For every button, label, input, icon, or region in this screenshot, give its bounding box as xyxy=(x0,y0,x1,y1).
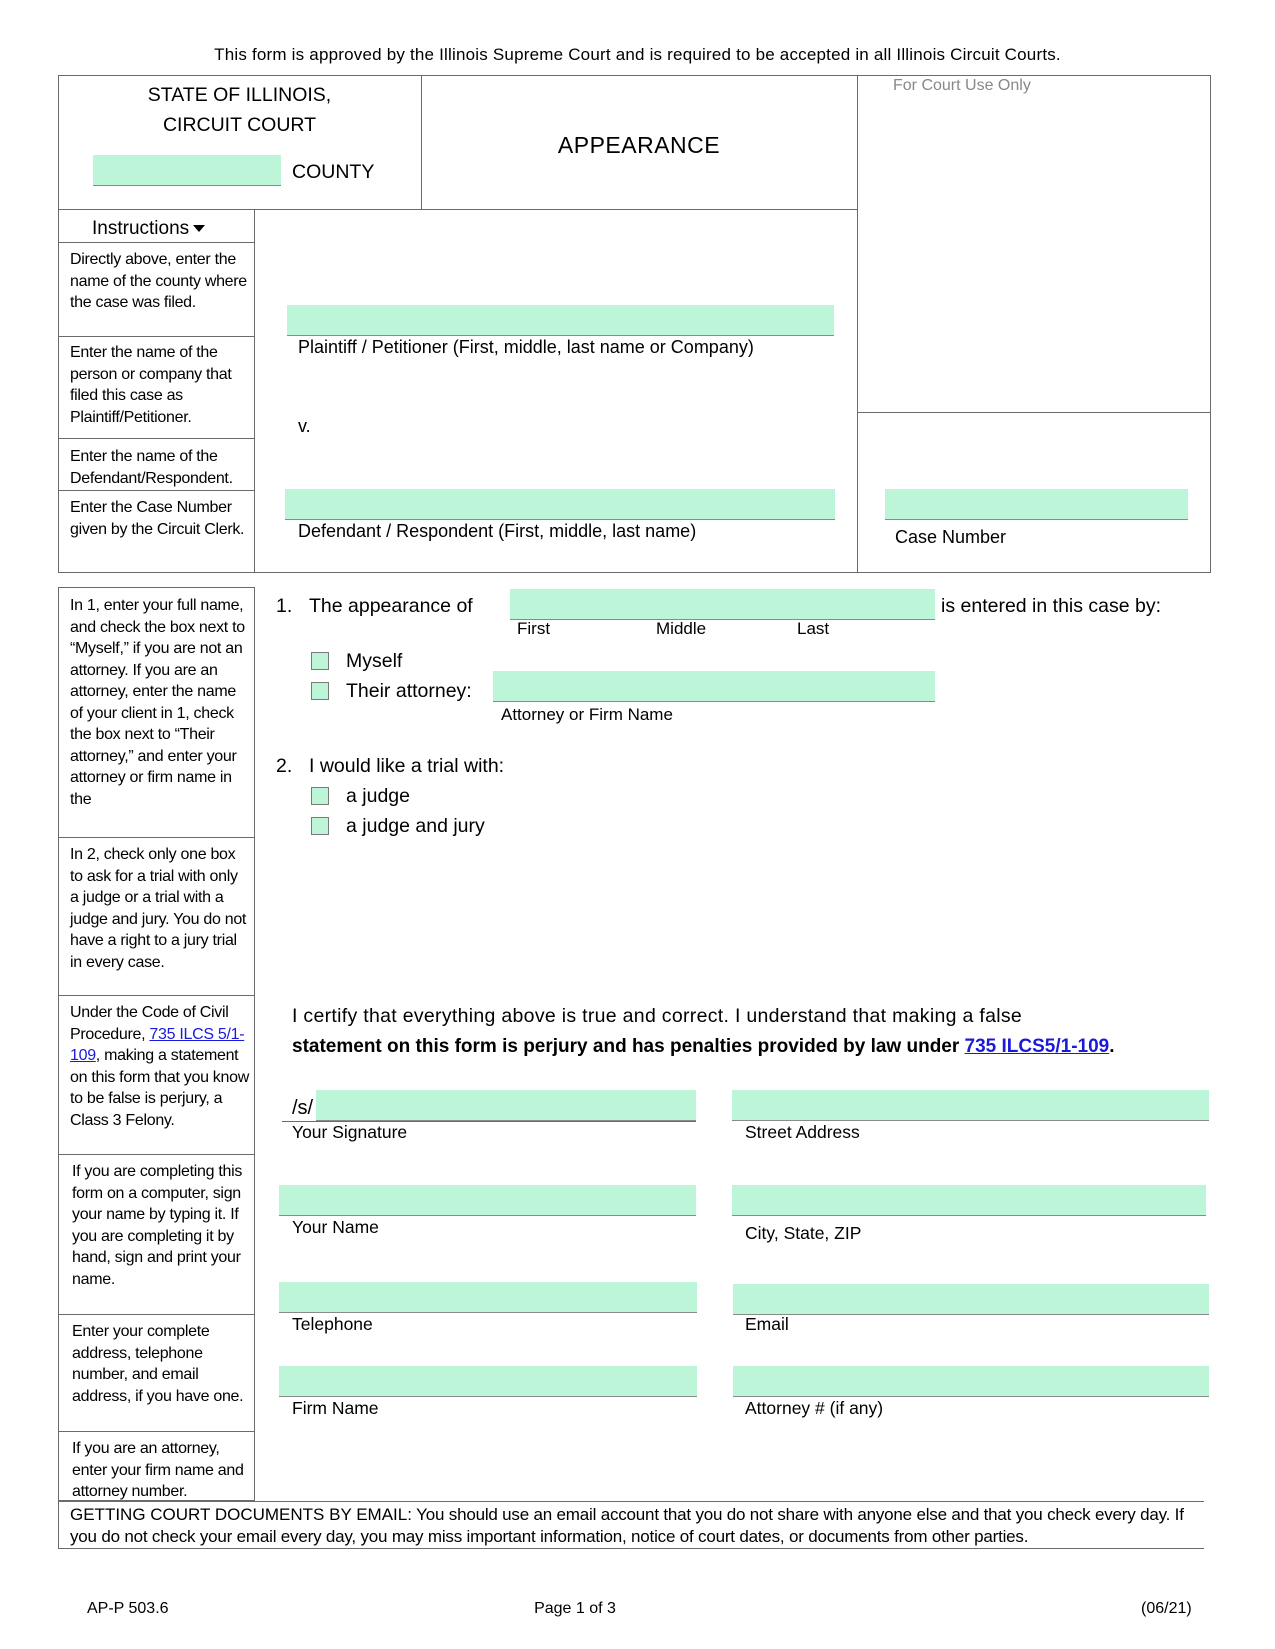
court-state: STATE OF ILLINOIS, xyxy=(147,84,332,106)
instruction-case-number: Enter the Case Number given by the Circuit Clerk. xyxy=(70,499,245,538)
instruction-plaintiff: Enter the name of the person or company that filed this case as Plaintiff/Petitioner. xyxy=(70,344,232,426)
instruction-defendant: Enter the name of the Defendant/Respondent. xyxy=(70,448,233,487)
section1-suffix: is entered in this case by: xyxy=(941,595,1162,617)
certify-line1: I certify that everything above is true and correct. I understand that making a false xyxy=(292,1005,1023,1027)
instructions-toggle[interactable] xyxy=(92,218,205,240)
section2-number: 2. xyxy=(276,755,293,777)
telephone-input[interactable] xyxy=(279,1282,697,1313)
perjury-statute-link[interactable]: 735 ILCS 5/1-109 xyxy=(70,1025,245,1064)
instruction-attorney: If you are an attorney, enter your firm name and attorney number. xyxy=(72,1440,244,1500)
court-name: CIRCUIT COURT xyxy=(162,114,317,136)
court-use-label: For Court Use Only xyxy=(893,77,1031,94)
name-part-first: First xyxy=(517,619,551,638)
certify-line2 xyxy=(292,1036,1115,1058)
their-attorney-checkbox[interactable] xyxy=(311,682,329,700)
judge-checkbox[interactable] xyxy=(311,787,329,805)
case-number-label: Case Number xyxy=(895,527,1007,547)
caret-down-icon xyxy=(193,225,205,232)
email-label: Email xyxy=(745,1314,789,1334)
telephone-label: Telephone xyxy=(292,1314,373,1334)
versus-label: v. xyxy=(298,416,311,436)
plaintiff-label: Plaintiff / Petitioner (First, middle, last name or Company) xyxy=(298,337,754,357)
instruction-perjury xyxy=(70,1002,250,1131)
attorney-number-label: Attorney # (if any) xyxy=(745,1398,884,1418)
perjury-suffix: , making a statement on this form that you know to be false is perjury, a Class 3 Felony. xyxy=(70,1047,249,1129)
instructions-header: Instructions xyxy=(92,218,190,239)
attorney-number-input[interactable] xyxy=(733,1366,1209,1397)
street-address-label: Street Address xyxy=(745,1122,860,1142)
instruction-trial: In 2, check only one box to ask for a trial with only a judge or a trial with a judge and jury. You do not have a right to a jury trial in every case. xyxy=(70,846,247,971)
defendant-label xyxy=(298,521,696,542)
section1-text: The appearance of xyxy=(309,595,473,617)
firm-name-input[interactable] xyxy=(279,1366,697,1397)
instruction-county: Directly above, enter the name of the county where the case was filed. xyxy=(70,251,247,311)
name-part-last: Last xyxy=(797,619,830,638)
certify-statute-link[interactable]: 735 ILCS5/1-109 xyxy=(964,1036,1110,1057)
certify-end: . xyxy=(1109,1036,1115,1057)
form-title: APPEARANCE xyxy=(557,132,721,158)
city-state-zip-input[interactable] xyxy=(732,1185,1206,1216)
signature-input[interactable] xyxy=(316,1090,696,1121)
perjury-prefix: Under the Code of Civil Procedure, xyxy=(70,1004,229,1043)
firm-name-label: Firm Name xyxy=(292,1398,379,1418)
email-notice xyxy=(70,1504,1200,1548)
defendant-label-text: Defendant / Respondent (First, middle, last name) xyxy=(298,521,697,541)
case-number-input[interactable] xyxy=(885,489,1188,520)
email-notice-text: You should use an email account that you do not share with anyone else and that you check every day. If you do not check your email every day, you may miss important information, notice of court dates, or documents from other parties. xyxy=(70,1505,1184,1546)
name-part-middle: Middle xyxy=(656,619,707,638)
judge-label: a judge xyxy=(346,785,410,807)
judge-jury-label: a judge and jury xyxy=(346,815,485,837)
signature-prefix: /s/ xyxy=(292,1097,314,1119)
your-name-input[interactable] xyxy=(279,1185,696,1216)
form-code: AP-P 503.6 xyxy=(87,1600,169,1617)
street-address-input[interactable] xyxy=(732,1090,1209,1121)
myself-label: Myself xyxy=(346,650,403,672)
email-input[interactable] xyxy=(733,1284,1209,1315)
plaintiff-input[interactable] xyxy=(287,305,834,336)
revision-date: (06/21) xyxy=(1141,1600,1192,1617)
county-input[interactable] xyxy=(93,155,281,186)
instruction-signature: If you are completing this form on a computer, sign your name by typing it. If you are completing it by hand, sign and print your name. xyxy=(72,1163,243,1288)
county-label: COUNTY xyxy=(292,161,375,183)
signature-label: Your Signature xyxy=(292,1122,408,1142)
page-number: Page 1 of 3 xyxy=(534,1600,616,1617)
your-name-label: Your Name xyxy=(292,1217,379,1237)
instruction-appearance: In 1, enter your full name, and check the box next to “Myself,” if you are not an attorney. If you are an attorney, enter the name of your client in 1, check the box next to “Their attorney,” and enter your attorney or firm name in the xyxy=(70,597,245,808)
certify-line2-text: statement on this form is perjury and has penalties provided by law under xyxy=(292,1036,965,1057)
myself-checkbox[interactable] xyxy=(311,652,329,670)
city-state-zip-label: City, State, ZIP xyxy=(745,1223,862,1243)
approval-note: This form is approved by the Illinois Supreme Court and is required to be accepted in all Illinois Circuit Courts. xyxy=(214,45,1061,64)
section2-text: I would like a trial with: xyxy=(309,755,505,777)
appearance-name-input[interactable] xyxy=(510,589,935,620)
email-notice-heading: GETTING COURT DOCUMENTS BY EMAIL: xyxy=(70,1505,412,1524)
instruction-address: Enter your complete address, telephone number, and email address, if you have one. xyxy=(72,1323,244,1405)
judge-jury-checkbox[interactable] xyxy=(311,817,329,835)
defendant-input[interactable] xyxy=(285,489,835,520)
their-attorney-label: Their attorney: xyxy=(346,680,472,702)
attorney-firm-input[interactable] xyxy=(493,671,935,702)
section1-number: 1. xyxy=(276,595,293,617)
attorney-firm-label: Attorney or Firm Name xyxy=(501,705,673,724)
